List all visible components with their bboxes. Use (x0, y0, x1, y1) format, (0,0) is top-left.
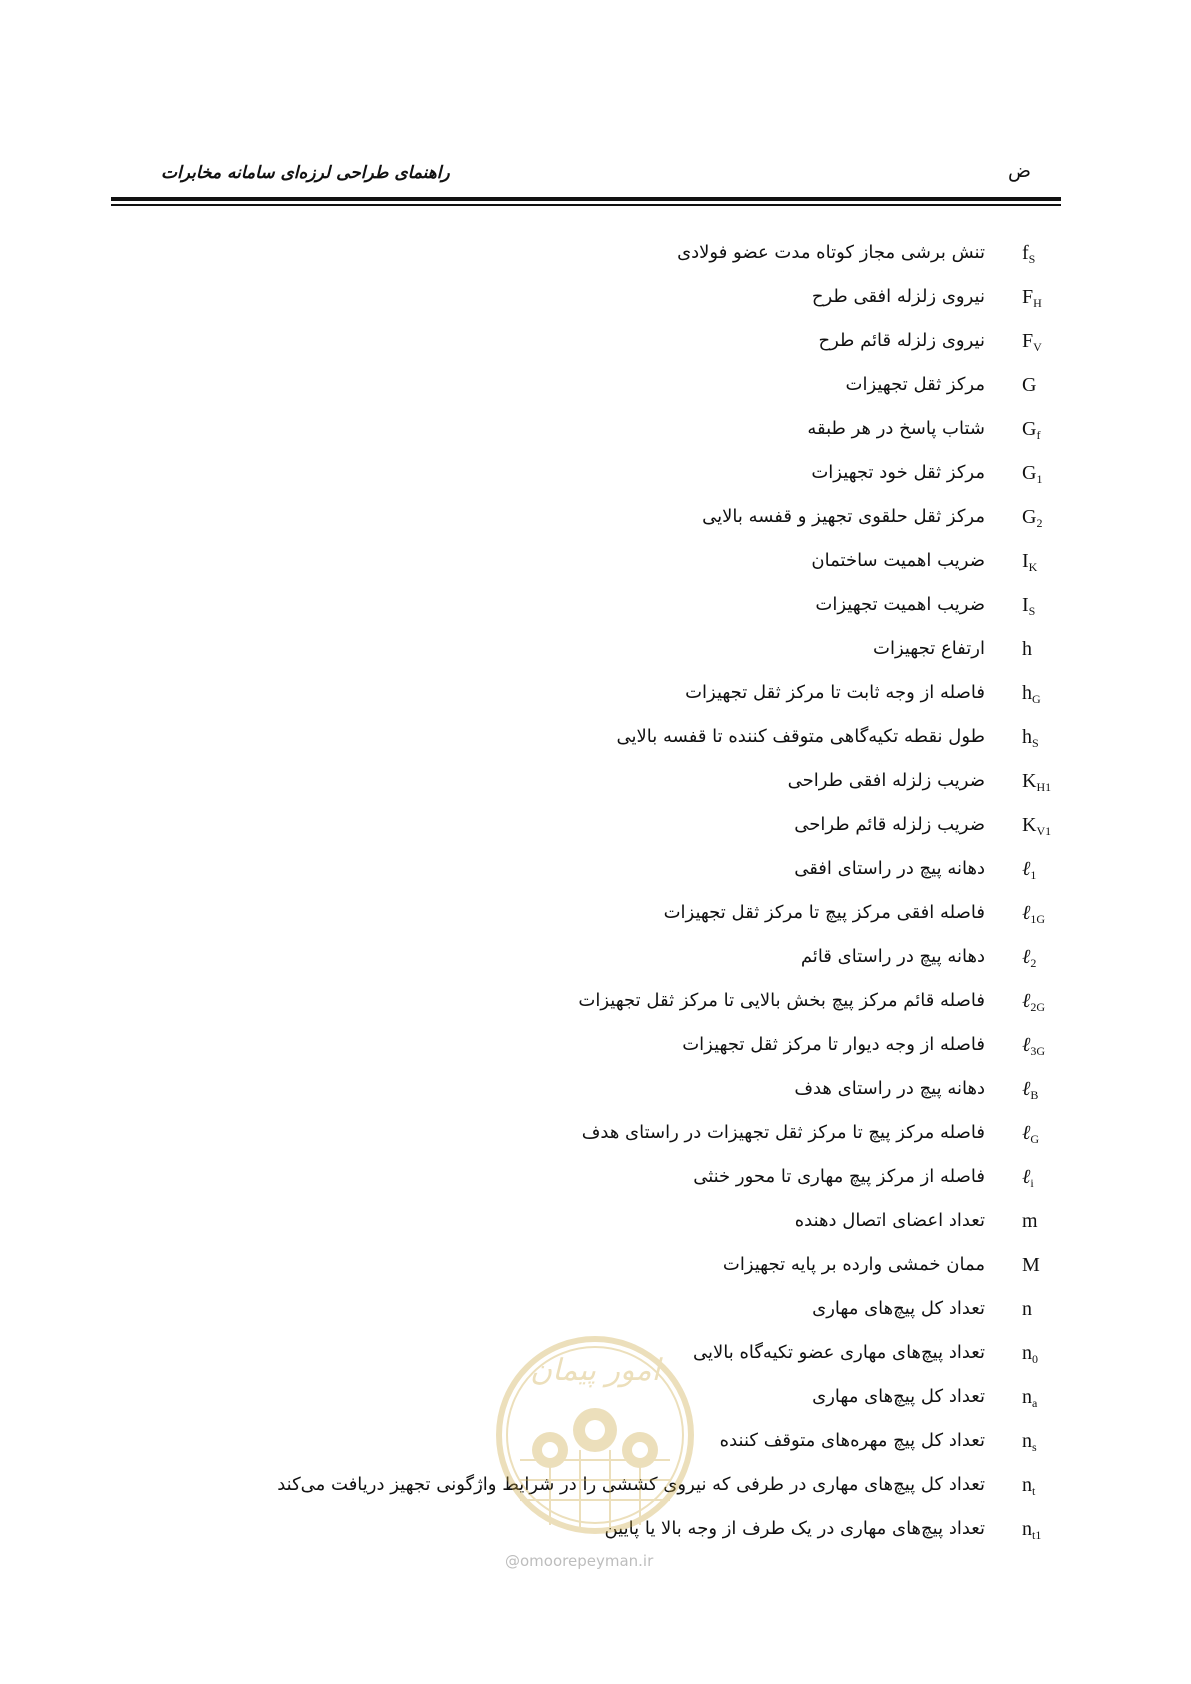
symbol-base: G (1022, 418, 1037, 440)
symbol-base: ℓ (1022, 1078, 1031, 1100)
symbol-base: n (1022, 1430, 1032, 1452)
symbol-description: طول نقطه تکیه‌گاهی متوقف کننده تا قفسه بالایی (616, 726, 985, 747)
symbol-row (0, 546, 1191, 590)
symbol-subscript: V1 (1036, 824, 1052, 838)
symbol-row (0, 414, 1191, 458)
symbol-subscript: 2 (1030, 956, 1037, 970)
symbol (1022, 770, 1082, 795)
symbol (1022, 1474, 1082, 1499)
page-number: ض (1008, 160, 1031, 182)
symbol-row (0, 722, 1191, 766)
symbol-subscript: H1 (1036, 780, 1052, 794)
symbol (1022, 286, 1082, 311)
symbol (1022, 550, 1082, 575)
symbol-base: n (1022, 1342, 1032, 1364)
watermark-url: @omoorepeyman.ir (505, 1552, 654, 1570)
symbol-base: m (1022, 1210, 1038, 1232)
symbol-row (0, 942, 1191, 986)
symbol-description: ضریب زلزله قائم طراحی (794, 814, 985, 835)
symbol (1022, 1298, 1082, 1321)
symbol (1022, 726, 1082, 751)
symbol (1022, 1122, 1082, 1147)
symbol (1022, 1254, 1082, 1277)
symbol-base: ℓ (1022, 858, 1031, 880)
symbol-subscript: t (1032, 1484, 1036, 1498)
symbol-base: G (1022, 374, 1037, 396)
symbol-row (0, 898, 1191, 942)
symbol (1022, 1210, 1082, 1233)
symbol-description: ممان خمشی وارده بر پایه تجهیزات (722, 1254, 985, 1275)
symbol-row (0, 766, 1191, 810)
symbol (1022, 1430, 1082, 1455)
symbol (1022, 814, 1082, 839)
symbol-row (0, 678, 1191, 722)
symbol-row (0, 282, 1191, 326)
symbol-description: تعداد کل پیچ‌های مهاری در طرفی که نیروی کششی را در شرایط واژگونی تجهیز دریافت می‌کند (277, 1474, 985, 1495)
symbol (1022, 1034, 1082, 1059)
symbol-description: تنش برشی مجاز کوتاه مدت عضو فولادی (677, 242, 985, 263)
symbol-subscript: S (1032, 736, 1039, 750)
symbol-description: مرکز ثقل خود تجهیزات (811, 462, 985, 483)
symbol-subscript: B (1030, 1088, 1039, 1102)
symbol-description: دهانه پیچ در راستای افقی (794, 858, 985, 879)
symbol-description: فاصله مرکز پیچ تا مرکز ثقل تجهیزات در راستای هدف (581, 1122, 985, 1143)
symbol-row (0, 1030, 1191, 1074)
symbol-description: ارتفاع تجهیزات (873, 638, 985, 659)
symbol-subscript: K (1028, 560, 1038, 574)
symbol-subscript: 0 (1032, 1352, 1038, 1366)
symbol-subscript: G (1030, 1132, 1040, 1146)
symbol-description: شتاب پاسخ در هر طبقه (807, 418, 985, 439)
symbol-row (0, 326, 1191, 370)
symbol-subscript: 1G (1030, 912, 1046, 926)
symbol-base: ℓ (1022, 1034, 1031, 1056)
symbol-description: تعداد کل پیچ‌های مهاری (812, 1298, 985, 1319)
symbol-base: F (1022, 330, 1034, 352)
symbol (1022, 418, 1082, 443)
symbol (1022, 1518, 1082, 1543)
symbol (1022, 330, 1082, 355)
symbol-subscript: t1 (1032, 1528, 1042, 1542)
symbol-description: دهانه پیچ در راستای هدف (794, 1078, 985, 1099)
symbol-row (0, 986, 1191, 1030)
symbol-description: تعداد کل پیچ مهره‌های متوقف کننده (719, 1430, 985, 1451)
symbol-row (0, 238, 1191, 282)
symbol-description: تعداد اعضای اتصال دهنده (794, 1210, 985, 1231)
symbol-base: n (1022, 1298, 1032, 1320)
symbol-base: K (1022, 770, 1037, 792)
symbol-subscript: S (1028, 252, 1036, 266)
symbol-description: تعداد پیچ‌های مهاری عضو تکیه‌گاه بالایی (692, 1342, 985, 1363)
symbol-base: n (1022, 1518, 1032, 1540)
symbol-row (0, 634, 1191, 678)
symbol-row (0, 1162, 1191, 1206)
symbol-base: ℓ (1022, 1166, 1031, 1188)
symbol (1022, 682, 1082, 707)
symbol-description: تعداد پیچ‌های مهاری در یک طرف از وجه بالا یا پایین (604, 1518, 985, 1539)
symbol-subscript: H (1033, 296, 1042, 310)
symbol (1022, 1166, 1082, 1191)
symbol-description: دهانه پیچ در راستای قائم (800, 946, 985, 967)
symbol-description: نیروی زلزله قائم طرح (818, 330, 985, 351)
symbol-subscript: 2G (1030, 1000, 1046, 1014)
symbol-description: تعداد کل پیچ‌های مهاری (812, 1386, 985, 1407)
symbol-description: ضریب زلزله افقی طراحی (787, 770, 985, 791)
symbol-subscript: G (1032, 692, 1041, 706)
symbol-description: مرکز ثقل تجهیزات (845, 374, 985, 395)
symbol-base: ℓ (1022, 902, 1031, 924)
symbol-subscript: 3G (1030, 1044, 1046, 1058)
symbol (1022, 506, 1082, 531)
symbol-base: F (1022, 286, 1034, 308)
symbol-base: h (1022, 638, 1032, 660)
symbol-subscript: V (1033, 340, 1042, 354)
running-title: راهنمای طراحی لرزه‌ای سامانه مخابرات (161, 163, 450, 183)
symbol-base: M (1022, 1254, 1040, 1276)
symbol (1022, 858, 1082, 883)
symbol-subscript: 1 (1036, 472, 1043, 486)
symbol-base: n (1022, 1386, 1032, 1408)
symbol-row (0, 590, 1191, 634)
symbol-base: f (1022, 242, 1029, 264)
symbol-description: فاصله قائم مرکز پیچ بخش بالایی تا مرکز ثقل تجهیزات (578, 990, 985, 1011)
symbol-base: h (1022, 726, 1032, 748)
symbol-description: ضریب اهمیت تجهیزات (815, 594, 985, 615)
symbol (1022, 594, 1082, 619)
symbol-subscript: 1 (1030, 868, 1037, 882)
symbol-row (0, 1250, 1191, 1294)
symbol-base: K (1022, 814, 1037, 836)
symbol-base: h (1022, 682, 1032, 704)
symbol (1022, 946, 1082, 971)
header-rule-thick (111, 197, 1061, 201)
symbol-description: مرکز ثقل حلقوی تجهیز و قفسه بالایی (702, 506, 985, 527)
symbol-description: فاصله از وجه ثابت تا مرکز ثقل تجهیزات (685, 682, 985, 703)
symbol-row (0, 370, 1191, 414)
symbol-base: ℓ (1022, 1122, 1031, 1144)
symbol-description: ضریب اهمیت ساختمان (811, 550, 985, 571)
symbol-row (0, 1118, 1191, 1162)
header-rule-thin (111, 204, 1061, 206)
symbol-base: n (1022, 1474, 1032, 1496)
symbol-subscript: s (1032, 1440, 1037, 1454)
symbol (1022, 242, 1082, 267)
symbol (1022, 374, 1082, 397)
symbol-base: G (1022, 462, 1037, 484)
symbol-subscript: a (1032, 1396, 1038, 1410)
symbol-description: فاصله از مرکز پیچ مهاری تا محور خنثی (693, 1166, 985, 1187)
symbol-row (0, 1074, 1191, 1118)
symbol-subscript: S (1028, 604, 1036, 618)
symbol-row (0, 810, 1191, 854)
symbol-row (0, 458, 1191, 502)
symbol-row (0, 854, 1191, 898)
symbol (1022, 462, 1082, 487)
symbol-base: I (1022, 594, 1029, 616)
symbol-subscript: 2 (1036, 516, 1043, 530)
symbol (1022, 1342, 1082, 1367)
symbol-row (0, 502, 1191, 546)
watermark-text: امور پیمان (530, 1353, 660, 1388)
symbol-base: I (1022, 550, 1029, 572)
symbol-base: ℓ (1022, 946, 1031, 968)
symbol-description: فاصله افقی مرکز پیچ تا مرکز ثقل تجهیزات (663, 902, 985, 923)
symbol-description: نیروی زلزله افقی طرح (811, 286, 985, 307)
symbol (1022, 990, 1082, 1015)
symbol-subscript: i (1030, 1176, 1034, 1190)
symbol-base: ℓ (1022, 990, 1031, 1012)
symbol-description: فاصله از وجه دیوار تا مرکز ثقل تجهیزات (682, 1034, 985, 1055)
symbol (1022, 902, 1082, 927)
watermark-seal (490, 1310, 700, 1560)
symbol-subscript: f (1036, 428, 1041, 442)
symbol (1022, 1078, 1082, 1103)
symbol-base: G (1022, 506, 1037, 528)
symbol (1022, 1386, 1082, 1411)
symbol-row (0, 1206, 1191, 1250)
symbol (1022, 638, 1082, 661)
